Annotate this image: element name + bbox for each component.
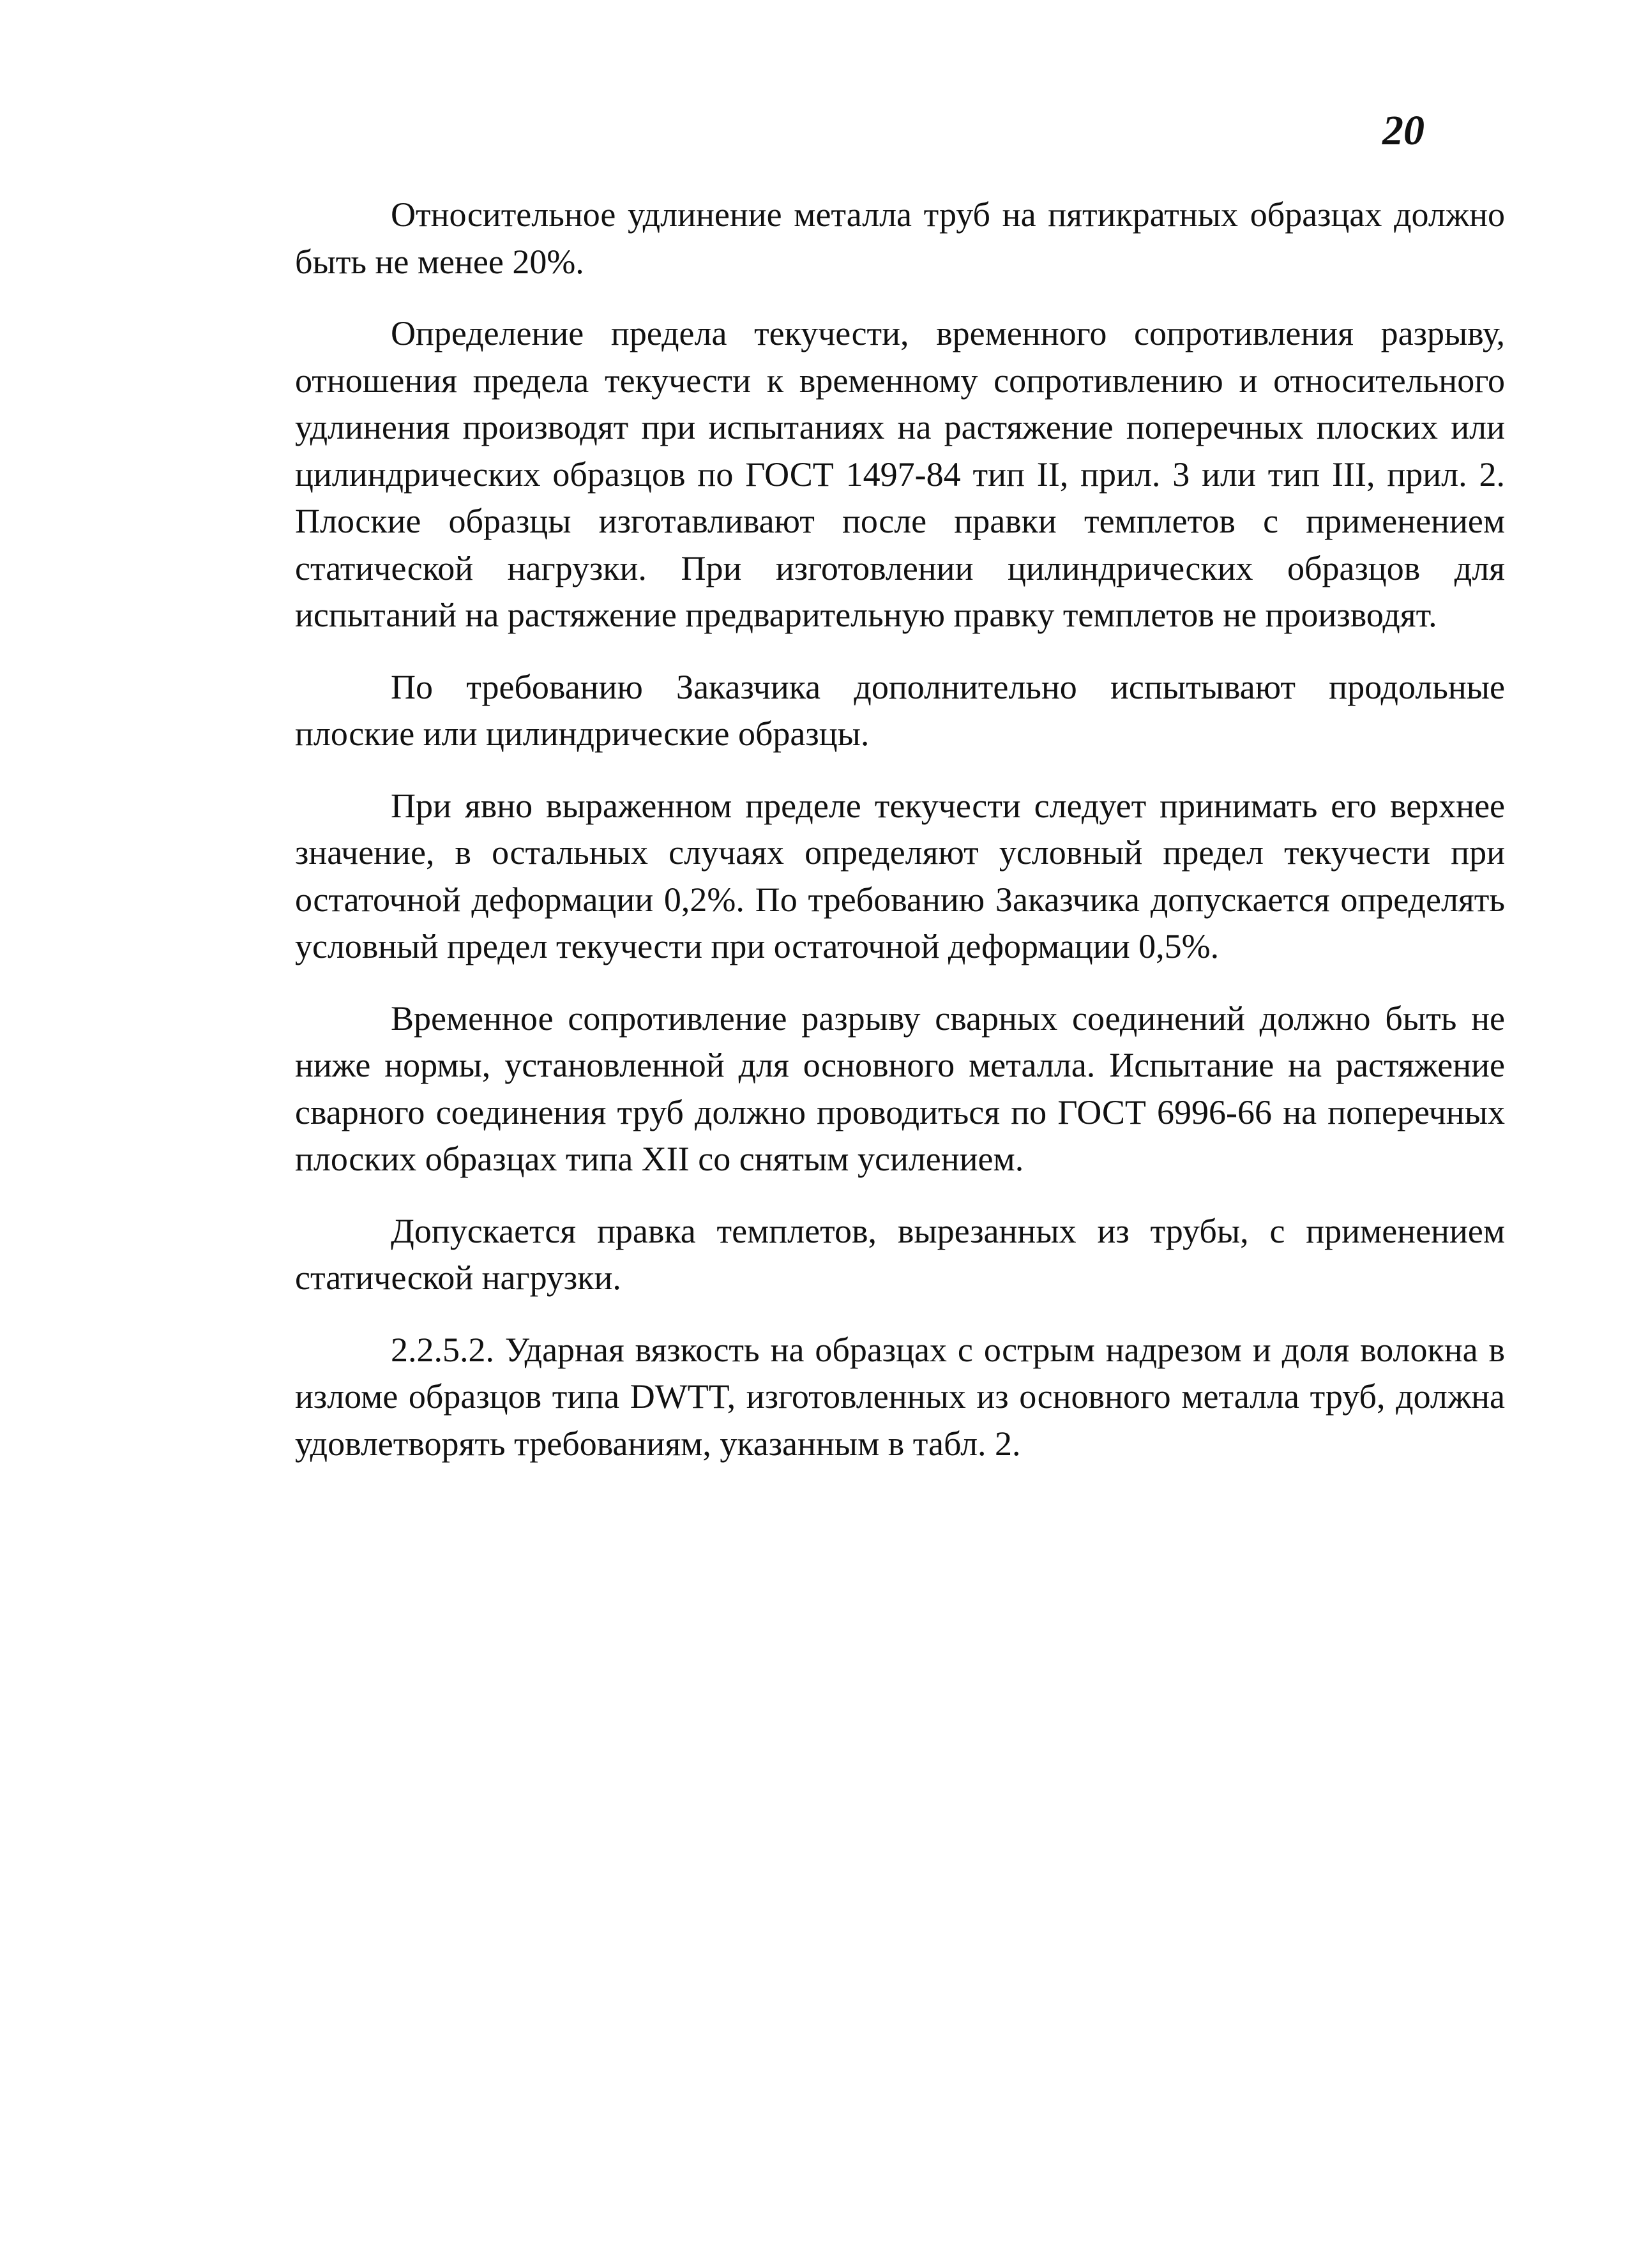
paragraph-weld-strength: Временное сопротивление разрыву сварных соединений должно быть не ниже нормы, установленной для основного металла. Испытание на растяжение сварного соединения труб должно проводиться по ГОСТ 6996-66 на поперечных плоских образцах типа XII со снятым усилением. — [295, 999, 1505, 1178]
paragraph-yield-strength-determination: Определение предела текучести, временного сопротивления разрыву, отношения предела текучести к временному сопротивлению и относительного удлинения производят при испытаниях на растяжение поперечных плоских или цилиндрических образцов по ГОСТ 1497-84 тип II, прил. 3 или тип III, прил. 2. Плоские образцы изготавливают после правки темплетов с применением статической нагрузки. При изготовлении цилиндрических образцов для испытаний на растяжение предварительную правку темплетов не производят. — [295, 314, 1505, 634]
paragraph-template-straightening: Допускается правка темплетов, вырезанных из трубы, с применением статической нагрузки. — [295, 1211, 1505, 1297]
paragraph-yield-point: При явно выраженном пределе текучести следует принимать его верхнее значение, в остальных случаях определяют условный предел текучести при остаточной деформации 0,2%. По требованию Заказчика допускается определять условный предел текучести при остаточной деформации 0,5%. — [295, 786, 1505, 965]
document-body — [295, 192, 1505, 1492]
paragraph-impact-toughness: 2.2.5.2. Ударная вязкость на образцах с острым надрезом и доля волокна в изломе образцов типа DWTT, изготовленных из основного металла труб, должна удовлетворять требованиям, указанным в табл. 2. — [295, 1330, 1505, 1463]
paragraph-elongation: Относительное удлинение металла труб на пятикратных образцах должно быть не менее 20%. — [295, 195, 1505, 281]
page-number: 20 — [1382, 107, 1425, 154]
paragraph-longitudinal-samples: По требованию Заказчика дополнительно испытывают продольные плоские или цилиндрические образцы. — [295, 667, 1505, 753]
